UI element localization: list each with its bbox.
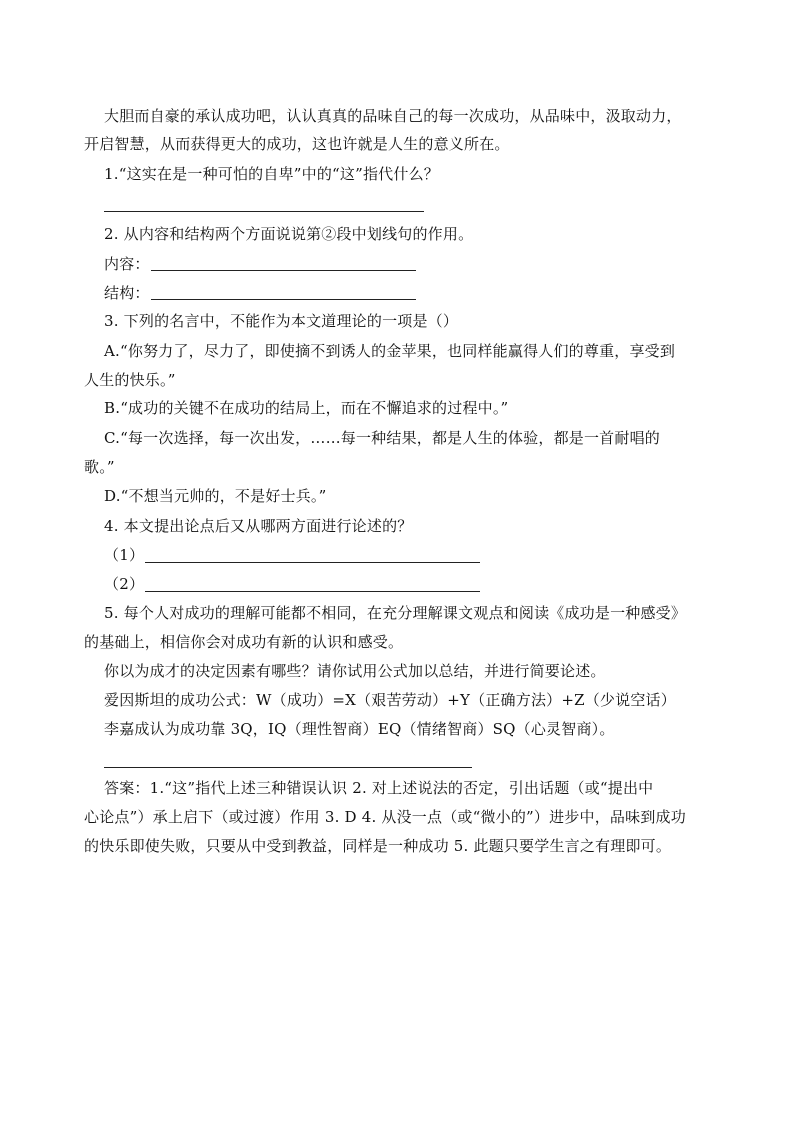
question-2: 2. 从内容和结构两个方面说说第②段中划线句的作用。 [104, 225, 474, 243]
question-3-option-c-line-2: 歌。” [84, 458, 115, 476]
question-3-option-a-line-1: A.“你努力了，尽力了，即使摘不到诱人的金苹果，也同样能赢得人们的尊重，享受到 [104, 342, 676, 360]
question-3-option-b: B.“成功的关键不在成功的结局上，而在不懈追求的过程中。” [104, 399, 509, 417]
answer-blank-q1[interactable] [104, 211, 424, 212]
question-5-line-5: 李嘉成认为成功靠 3Q，IQ（理性智商）EQ（情绪智商）SQ（心灵智商）。 [104, 720, 615, 738]
intro-line-2: 开启智慧，从而获得更大的成功，这也许就是人生的意义所在。 [84, 135, 510, 153]
question-2-structure-label: 结构： [104, 284, 150, 302]
question-3: 3. 下列的名言中，不能作为本文道理论的一项是（） [104, 312, 459, 330]
question-2-content-label: 内容： [104, 255, 150, 273]
answer-line-2: 心论点”）承上启下（或过渡）作用 3. D 4. 从没一点（或“微小的”）进步中，品味到成功 [84, 808, 686, 826]
question-5-line-1: 5. 每个人对成功的理解可能都不相同，在充分理解课文观点和阅读《成功是一种感受》 [104, 604, 687, 622]
question-4: 4. 本文提出论点后又从哪两方面进行论述的？ [104, 517, 413, 535]
question-4-item-2: （2） [104, 575, 145, 593]
question-5-line-3: 你以为成才的决定因素有哪些？请你试用公式加以总结，并进行简要论述。 [104, 662, 606, 680]
question-1: 1.“这实在是一种可怕的自卑”中的“这”指代什么？ [104, 165, 439, 183]
answer-line-3: 的快乐即使失败，只要从中受到教益，同样是一种成功 5. 此题只要学生言之有理即可。 [84, 837, 672, 855]
answer-blank-q2-content[interactable] [151, 270, 416, 271]
question-5-line-2: 的基础上，相信你会对成功有新的认识和感受。 [84, 633, 404, 651]
question-3-option-a-line-2: 人生的快乐。” [84, 371, 176, 389]
question-4-item-1: （1） [104, 546, 145, 564]
answer-blank-q5[interactable] [104, 767, 472, 768]
answer-blank-q2-structure[interactable] [151, 299, 416, 300]
question-3-option-c-line-1: C.“每一次选择，每一次出发，……每一种结果，都是人生的体验，都是一首耐唱的 [104, 429, 660, 447]
intro-line-1: 大胆而自豪的承认成功吧，认认真真的品味自己的每一次成功，从品味中，汲取动力， [104, 107, 682, 125]
answer-blank-q4-item-1[interactable] [145, 562, 480, 563]
question-5-line-4: 爱因斯坦的成功公式：W（成功）=X（艰苦劳动）+Y（正确方法）+Z（少说空话） [104, 691, 676, 709]
answer-blank-q4-item-2[interactable] [145, 591, 480, 592]
question-3-option-d: D.“不想当元帅的，不是好士兵。” [104, 487, 327, 505]
answer-line-1: 答案：1.“这”指代上述三种错误认识 2. 对上述说法的否定，引出话题（或“提出中 [104, 779, 654, 797]
